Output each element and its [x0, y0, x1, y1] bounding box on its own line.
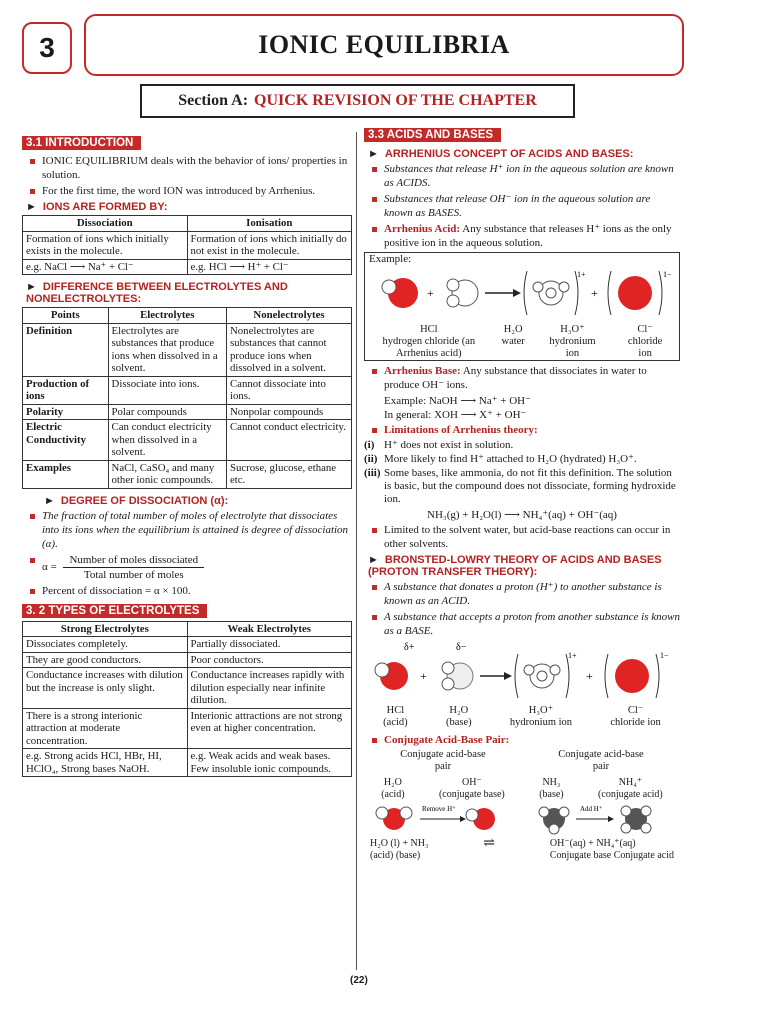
arrhenius-list: [364, 162, 680, 250]
bracket: [608, 271, 611, 315]
label-chloride: Cl⁻ chloride ion: [610, 705, 661, 728]
table-cell: Formation of ions which initially exists in the molecule.: [23, 231, 188, 259]
table-cell: e.g. Strong acids HCl, HBr, HI, HClO₄, Strong bases NaOH.: [23, 749, 188, 777]
table-header: Nonelectrolytes: [226, 308, 351, 324]
label-water: H₂O (base): [445, 705, 472, 728]
label-hcl: HCl hydrogen chloride (an Arrhenius acid): [382, 324, 476, 359]
limitation-item: (i) H⁺ does not exist in solution.: [364, 439, 514, 451]
hydronium-ion: [524, 664, 560, 688]
arrhenius-heading: ► ARRHENIUS CONCEPT OF ACIDS AND BASES:: [368, 148, 634, 160]
list-item: Percent of dissociation = α × 100.: [22, 584, 352, 598]
bronsted-diagram: [364, 640, 680, 702]
table-cell: Conductance increases with dilution but the increase is only slight.: [23, 668, 188, 709]
acids-heading: 3.3 ACIDS AND BASES: [364, 128, 501, 142]
table-cell: Partially dissociated.: [187, 637, 352, 653]
label-conjugate-acid: NH₄⁺ (conjugate acid): [598, 777, 663, 800]
table-row: [23, 652, 352, 668]
label-hydronium: H₃O⁺ hydronium ion: [549, 324, 596, 359]
types-heading: 3. 2 TYPES OF ELECTROLYTES: [22, 604, 207, 618]
table-cell: Dissociates completely.: [23, 637, 188, 653]
table-row: [23, 420, 352, 461]
table-row: [23, 231, 352, 259]
water-molecule: [442, 662, 473, 690]
ammonium-ion: [621, 806, 651, 833]
table-cell: Interionic attractions are not strong even at higher concentration.: [187, 708, 352, 749]
list-item: Limited to the solvent water, but acid-base reactions can occur in other solvents.: [364, 523, 680, 551]
conjugate-diagram: [364, 801, 680, 835]
list-item: A substance that donates a proton (H⁺) to another substance is known as an ACID.: [364, 580, 680, 608]
pair-labels: [364, 749, 680, 773]
chapter-number: 3: [22, 22, 72, 74]
hcl-molecule: [382, 278, 418, 308]
column-divider: [356, 132, 357, 970]
hydronium-ion: [533, 281, 569, 305]
arrow-head: [460, 816, 466, 822]
fraction-denominator: Total number of moles: [83, 568, 184, 581]
fig1-labels: [365, 324, 679, 360]
table-row: [23, 749, 352, 777]
limitation-item: (ii) More likely to find H⁺ attached to H₂O (hydrated) H₃O⁺.: [364, 453, 637, 465]
limited-list: [364, 523, 680, 551]
fraction-numerator: Number of moles dissociated: [63, 553, 204, 568]
ions-formed-heading: ► IONS ARE FORMED BY:: [26, 201, 168, 213]
alpha-lhs: α =: [42, 560, 57, 573]
hydroxide-ion: [466, 808, 495, 830]
table-row: [23, 404, 352, 420]
dissociation-table: [22, 215, 352, 275]
right-column: [364, 126, 680, 862]
plus-sign: +: [427, 286, 434, 300]
charge-label: 1+: [577, 270, 586, 279]
table-cell: NaCl, CaSO₄ and many other ionic compounds.: [108, 460, 226, 488]
table-cell: e.g. NaCl ⟶ Na⁺ + Cl⁻: [23, 259, 188, 275]
table-cell: e.g. Weak acids and weak bases. Few insoluble ionic compounds.: [187, 749, 352, 777]
conjugate-top-labels: [364, 777, 680, 801]
table-cell: Formation of ions which initially do not exist in the molecule.: [187, 231, 352, 259]
bracket: [524, 271, 527, 315]
label-hcl: HCl (acid): [383, 705, 408, 728]
table-row: [23, 668, 352, 709]
table-cell: Electrolytes are substances that produce ions when dissolved in a solvent.: [108, 323, 226, 376]
arrhenius-base-text: Any substance that dissociates in water to produce OH⁻ ions.: [384, 365, 647, 391]
bracket: [605, 654, 608, 698]
label-chloride: Cl⁻ chloride ion: [627, 324, 663, 359]
add-label: Add H⁺: [580, 805, 603, 813]
fig2-labels: [364, 705, 680, 729]
list-item: IONIC EQUILIBRIUM deals with the behavior of ions/ properties in solution.: [22, 154, 352, 182]
table-header: Strong Electrolytes: [23, 621, 188, 637]
base-example: Example: NaOH ⟶ Na⁺ + OH⁻: [384, 395, 531, 407]
label-base: NH₃ (base): [539, 777, 564, 800]
plus-sign: +: [591, 286, 598, 300]
table-cell: Production of ions: [23, 376, 109, 404]
list-item: Substances that release OH⁻ ion in the aqueous solution are known as BASES.: [364, 192, 680, 220]
arrhenius-base-list: [364, 364, 680, 392]
equation-right: OH⁻(aq) + NH₄⁺(aq) Conjugate base Conjugate acid: [549, 838, 674, 861]
table-row: [23, 376, 352, 404]
arrhenius-base-label: Arrhenius Base:: [384, 365, 461, 377]
list-item: [364, 364, 680, 392]
table-cell: Definition: [23, 323, 109, 376]
label-water: H₂O water: [501, 324, 525, 347]
table-header: Points: [23, 308, 109, 324]
ammonia-equation: NH₃(g) + H₂O(l) ⟶ NH₄⁺(aq) + OH⁻(aq): [427, 509, 617, 521]
delta-minus-label: δ−: [456, 642, 467, 653]
table-cell: Dissociate into ions.: [108, 376, 226, 404]
table-cell: e.g. HCl ⟶ H⁺ + Cl⁻: [187, 259, 352, 275]
ammonia-molecule: [539, 807, 569, 834]
conjugate-list: [364, 733, 680, 747]
intro-list: [22, 154, 352, 198]
bracket: [659, 271, 662, 315]
table-cell: Sucrose, glucose, ethane etc.: [226, 460, 351, 488]
difference-heading: ► DIFFERENCE BETWEEN ELECTROLYTES AND NONELECTROLYTES:: [26, 281, 288, 305]
conjugate-heading: Conjugate Acid-Base Pair:: [364, 733, 680, 747]
example-label: Example:: [369, 253, 412, 265]
charge-label: 1−: [660, 651, 669, 660]
section-label: Section A:: [178, 92, 249, 109]
table-cell: Nonelectrolytes are substances that cannot produce ions when dissolved in a solvent.: [226, 323, 351, 376]
bronsted-heading: ► BRONSTED-LOWRY THEORY OF ACIDS AND BASES (PROTON TRANSFER THEORY):: [368, 554, 662, 578]
limitations-list: [364, 423, 680, 437]
bronsted-list: [364, 580, 680, 638]
section-title-box: [140, 84, 575, 118]
chloride-ion: [615, 659, 649, 693]
bracket: [566, 654, 569, 698]
table-cell: Examples: [23, 460, 109, 488]
table-cell: Cannot dissociate into ions.: [226, 376, 351, 404]
page-number: (22): [350, 975, 368, 986]
limitation-item: (iii) Some bases, like ammonia, do not fit this definition. The solution is basic, but the compound does not dissociate, forming hydroxide ion.: [364, 467, 676, 505]
table-row: [23, 460, 352, 488]
table-cell: They are good conductors.: [23, 652, 188, 668]
list-item: [364, 222, 680, 250]
table-header: Weak Electrolytes: [187, 621, 352, 637]
arrhenius-figure: [364, 252, 680, 361]
arrow-head: [504, 672, 512, 680]
types-table: [22, 621, 352, 778]
arrow-head: [608, 816, 614, 822]
bracket: [656, 654, 659, 698]
alpha-formula: [22, 553, 352, 582]
table-cell: Polar compounds: [108, 404, 226, 420]
label-hydronium: H₃O⁺ hydronium ion: [509, 705, 573, 728]
list-item: For the first time, the word ION was introduced by Arrhenius.: [22, 184, 352, 198]
limitations-heading: Limitations of Arrhenius theory:: [364, 423, 680, 437]
water-molecule: [447, 279, 478, 307]
table-cell: Electric Conductivity: [23, 420, 109, 461]
degree-heading: ► DEGREE OF DISSOCIATION (α):: [44, 494, 229, 507]
remove-label: Remove H⁺: [422, 805, 456, 813]
water-molecule: [376, 807, 412, 830]
delta-plus-label: δ+: [404, 642, 415, 653]
intro-heading: 3.1 INTRODUCTION: [22, 136, 141, 150]
table-cell: Nonpolar compounds: [226, 404, 351, 420]
pair-label: Conjugate acid-base pair: [558, 749, 644, 772]
chloride-ion: [618, 276, 652, 310]
table-cell: Poor conductors.: [187, 652, 352, 668]
electrolyte-table: [22, 307, 352, 489]
arrow-head: [513, 289, 521, 297]
table-header: Dissociation: [23, 216, 188, 232]
list-item: Substances that release H⁺ ion in the aqueous solution are known as ACIDS.: [364, 162, 680, 190]
alpha-fraction: [63, 553, 204, 582]
table-cell: There is a strong interionic attraction at moderate concentration.: [23, 708, 188, 749]
label-conjugate-base: OH⁻ (conjugate base): [438, 777, 505, 800]
table-cell: Cannot conduct electricity.: [226, 420, 351, 461]
arrhenius-acid-label: Arrhenius Acid:: [384, 223, 461, 235]
base-general: In general: XOH ⟶ X⁺ + OH⁻: [384, 409, 527, 421]
table-row: [23, 708, 352, 749]
table-cell: Polarity: [23, 404, 109, 420]
plus-sign: +: [586, 669, 593, 683]
equilibrium-arrow: ⇌: [483, 836, 496, 851]
pair-label: Conjugate acid-base pair: [400, 749, 486, 772]
table-cell: Conductance increases rapidly with dilution especially near infinite dilution.: [187, 668, 352, 709]
arrhenius-acid-text: Any substance that releases H⁺ ions as the only positive ion in the aqueous solution.: [384, 223, 672, 249]
degree-list: [22, 509, 352, 598]
chapter-title: IONIC EQUILIBRIA: [84, 14, 684, 76]
list-item: The fraction of total number of moles of electrolyte that dissociates into its ions when the equilibrium is attained is degree of dissociation (α).: [22, 509, 352, 551]
table-header: Ionisation: [187, 216, 352, 232]
equation-left: H₂O (l) + NH₃ (acid) (base): [370, 838, 429, 861]
charge-label: 1−: [663, 270, 672, 279]
hcl-molecule: [375, 662, 408, 690]
label-acid: H₂O (acid): [381, 777, 405, 800]
table-cell: Can conduct electricity when dissolved in a solvent.: [108, 420, 226, 461]
table-row: [23, 637, 352, 653]
table-row: [23, 259, 352, 275]
table-row: [23, 323, 352, 376]
conjugate-equation: [364, 838, 680, 862]
plus-sign: +: [420, 669, 427, 683]
section-title: QUICK REVISION OF THE CHAPTER: [254, 92, 537, 109]
table-header: Electrolytes: [108, 308, 226, 324]
reaction-diagram: [365, 265, 679, 321]
list-item: A substance that accepts a proton from another substance is known as a BASE.: [364, 610, 680, 638]
left-column: [22, 134, 352, 777]
bracket: [515, 654, 518, 698]
charge-label: 1+: [568, 651, 577, 660]
